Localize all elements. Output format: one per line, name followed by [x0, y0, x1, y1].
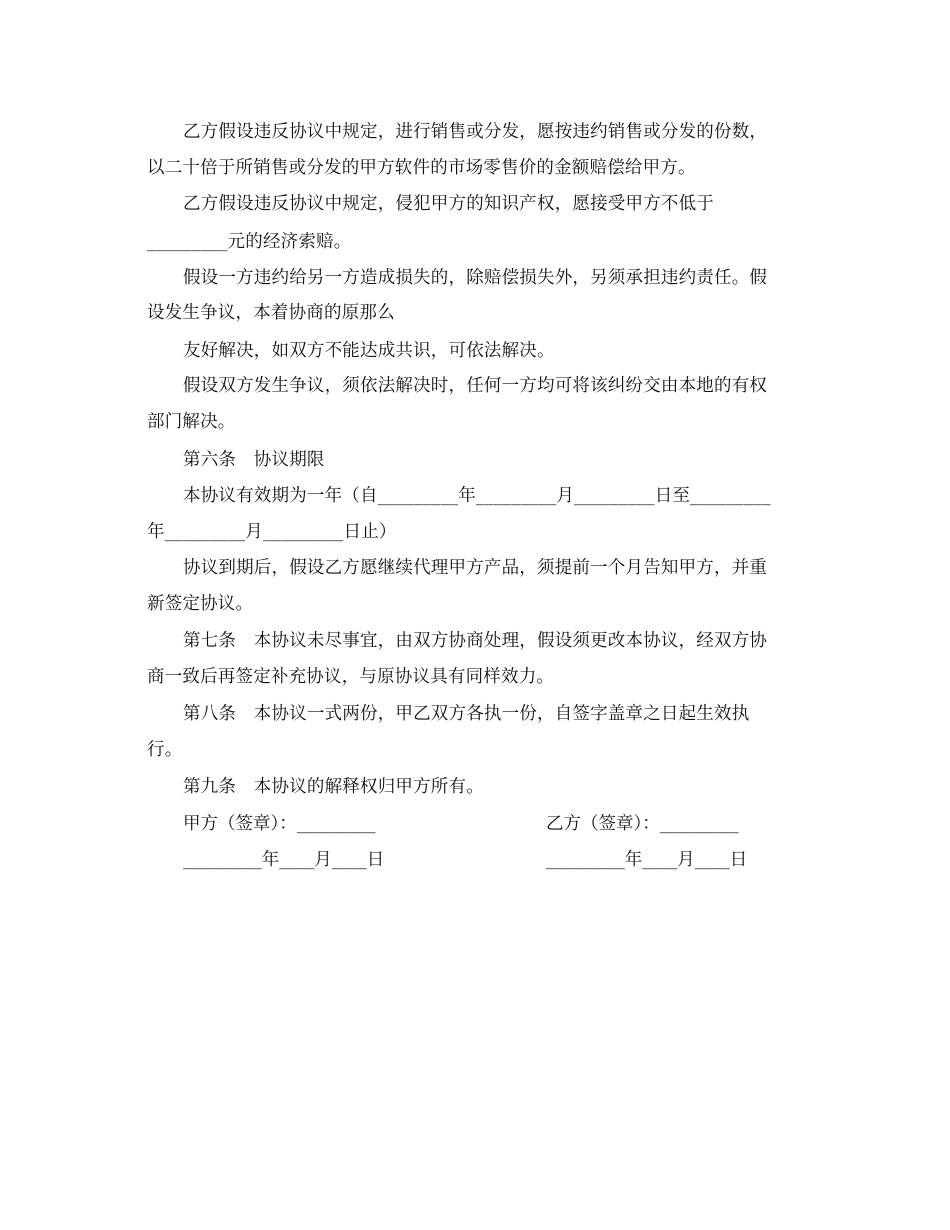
- paragraph-line: 设发生争议，本着协商的原那么: [147, 303, 395, 323]
- section-heading: 第六条 协议期限: [183, 450, 325, 470]
- paragraph-line: 假设一方违约给另一方造成损失的，除赔偿损失外，另须承担违约责任。假: [183, 268, 768, 288]
- paragraph-line: 本协议有效期为一年（自_________年_________月_________日至_________: [183, 486, 771, 506]
- paragraph-line: 第七条 本协议未尽事宜，由双方协商处理，假设须更改本协议，经双方协: [183, 631, 768, 651]
- paragraph-line: 第九条 本协议的解释权归甲方所有。: [183, 777, 484, 797]
- paragraph-line: 新签定协议。: [147, 594, 254, 614]
- paragraph-line: _________元的经济索赔。: [147, 232, 352, 252]
- party-b-signature-label: 乙方（签章）：_________: [546, 814, 739, 834]
- paragraph-line: 商一致后再签定补充协议，与原协议具有同样效力。: [147, 667, 555, 687]
- paragraph-line: 第八条 本协议一式两份，甲乙双方各执一份，自签字盖章之日起生效执: [183, 704, 750, 724]
- paragraph-line: 友好解决，如双方不能达成共识，可依法解决。: [183, 341, 555, 361]
- paragraph-line: 协议到期后，假设乙方愿继续代理甲方产品，须提前一个月告知甲方，并重: [183, 558, 768, 578]
- paragraph-line: 假设双方发生争议，须依法解决时，任何一方均可将该纠纷交由本地的有权: [183, 376, 768, 396]
- paragraph-line: 部门解决。: [147, 412, 236, 432]
- paragraph-line: 行。: [147, 740, 183, 760]
- paragraph-line: 乙方假设违反协议中规定，进行销售或分发，愿按违约销售或分发的份数，: [183, 122, 768, 142]
- party-a-signature-label: 甲方（签章）：_________: [183, 814, 376, 834]
- paragraph-line: 以二十倍于所销售或分发的甲方软件的市场零售价的金额赔偿给甲方。: [147, 158, 696, 178]
- paragraph-line: 乙方假设违反协议中规定，侵犯甲方的知识产权，愿接受甲方不低于: [183, 194, 714, 214]
- paragraph-line: 年_________月_________日止）: [147, 522, 397, 542]
- party-b-date: _________年____月____日: [546, 850, 748, 870]
- party-a-date: _________年____月____日: [183, 850, 385, 870]
